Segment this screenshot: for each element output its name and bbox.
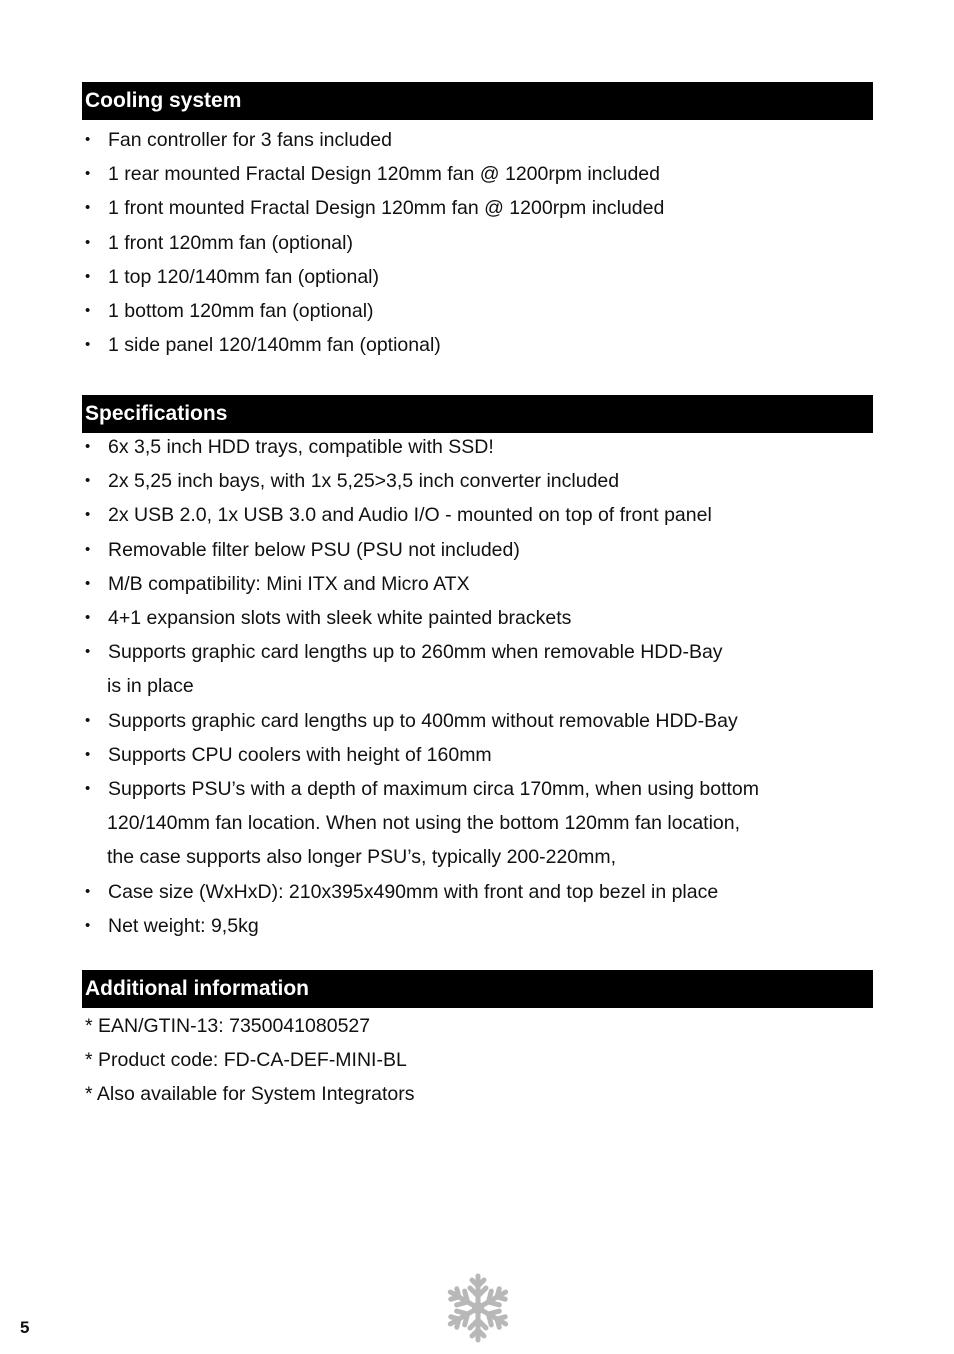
list-item xyxy=(82,772,882,875)
section-header-cooling: Cooling system xyxy=(82,82,873,120)
list-item-text: Supports CPU coolers with height of 160mm xyxy=(108,743,492,766)
list-item xyxy=(82,738,882,772)
list-item-text: the case supports also longer PSU’s, typically 200-220mm, xyxy=(107,846,617,869)
list-item xyxy=(82,294,882,328)
section-header-additional-information: Additional information xyxy=(82,970,873,1008)
bullet-glyph: • xyxy=(85,916,91,934)
bullet-glyph: • xyxy=(85,609,91,627)
cooling-list xyxy=(82,123,882,362)
bullet-glyph: • xyxy=(85,131,91,148)
list-item-text: 1 side panel 120/140mm fan (optional) xyxy=(108,334,441,357)
bullet-glyph: • xyxy=(85,643,91,661)
list-item-text: 4+1 expansion slots with sleek white painted brackets xyxy=(108,607,572,630)
list-item-text: Case size (WxHxD): 210x395x490mm with front and top bezel in place xyxy=(108,880,719,903)
list-item-text: 1 bottom 120mm fan (optional) xyxy=(108,300,374,323)
list-item xyxy=(82,875,882,909)
list-item-text: 1 front mounted Fractal Design 120mm fan @ 1200rpm included xyxy=(108,197,665,220)
list-item xyxy=(82,157,882,191)
bullet-glyph: • xyxy=(85,165,91,183)
bullet-glyph: • xyxy=(85,336,91,354)
snowflake-icon xyxy=(444,1272,512,1344)
list-item-text: is in place xyxy=(107,675,194,698)
list-item xyxy=(82,226,882,260)
list-item: * EAN/GTIN-13: 7350041080527 xyxy=(85,1015,371,1037)
list-item-text: 1 top 120/140mm fan (optional) xyxy=(108,265,380,288)
bullet-glyph: • xyxy=(85,302,91,320)
list-item xyxy=(82,909,882,943)
bullet-glyph: • xyxy=(85,574,91,592)
list-item xyxy=(82,123,882,157)
specifications-list xyxy=(82,430,882,943)
bullet-glyph: • xyxy=(85,472,91,490)
list-item-text: Supports graphic card lengths up to 260mm when removable HDD-Bay xyxy=(108,641,723,664)
section-header-specifications: Specifications xyxy=(82,395,873,433)
list-item-text: Supports PSU’s with a depth of maximum circa 170mm, when using bottom xyxy=(108,778,760,801)
bullet-glyph: • xyxy=(85,540,91,558)
bullet-glyph: • xyxy=(85,745,91,763)
list-item xyxy=(82,601,882,635)
list-item-text: 2x 5,25 inch bays, with 1x 5,25>3,5 inch converter included xyxy=(108,470,620,493)
additional-information-list xyxy=(82,1009,882,1112)
bullet-glyph: • xyxy=(85,780,91,798)
bullet-glyph: • xyxy=(85,199,91,217)
list-item xyxy=(82,191,882,225)
list-item-text: Fan controller for 3 fans included xyxy=(108,129,392,151)
list-item-text: M/B compatibility: Mini ITX and Micro ATX xyxy=(108,572,470,595)
bullet-glyph: • xyxy=(85,506,91,524)
bullet-glyph: • xyxy=(85,267,91,285)
list-item xyxy=(82,704,882,738)
list-item-text: Removable filter below PSU (PSU not included) xyxy=(108,538,520,561)
list-item-text: 120/140mm fan location. When not using the bottom 120mm fan location, xyxy=(107,812,741,835)
list-item xyxy=(82,430,882,464)
list-item xyxy=(82,464,882,498)
bullet-glyph: • xyxy=(85,233,91,251)
list-item-text: Net weight: 9,5kg xyxy=(108,914,259,937)
list-item-text: 2x USB 2.0, 1x USB 3.0 and Audio I/O - mounted on top of front panel xyxy=(108,504,712,527)
list-item-text: 1 front 120mm fan (optional) xyxy=(108,231,353,254)
list-item: * Also available for System Integrators xyxy=(85,1083,415,1106)
list-item xyxy=(82,498,882,532)
list-item xyxy=(82,328,882,362)
bullet-glyph: • xyxy=(85,882,91,900)
list-item-text: 6x 3,5 inch HDD trays, compatible with SSD! xyxy=(108,436,494,458)
list-item: * Product code: FD-CA-DEF-MINI-BL xyxy=(85,1049,407,1072)
list-item-text: Supports graphic card lengths up to 400mm without removable HDD-Bay xyxy=(108,709,738,732)
page-number: 5 xyxy=(20,1318,30,1337)
list-item xyxy=(82,533,882,567)
bullet-glyph: • xyxy=(85,711,91,729)
list-item xyxy=(82,260,882,294)
list-item-text: 1 rear mounted Fractal Design 120mm fan @ 1200rpm included xyxy=(108,163,660,186)
list-item xyxy=(82,567,882,601)
list-item xyxy=(82,635,882,703)
bullet-glyph: • xyxy=(85,438,91,455)
